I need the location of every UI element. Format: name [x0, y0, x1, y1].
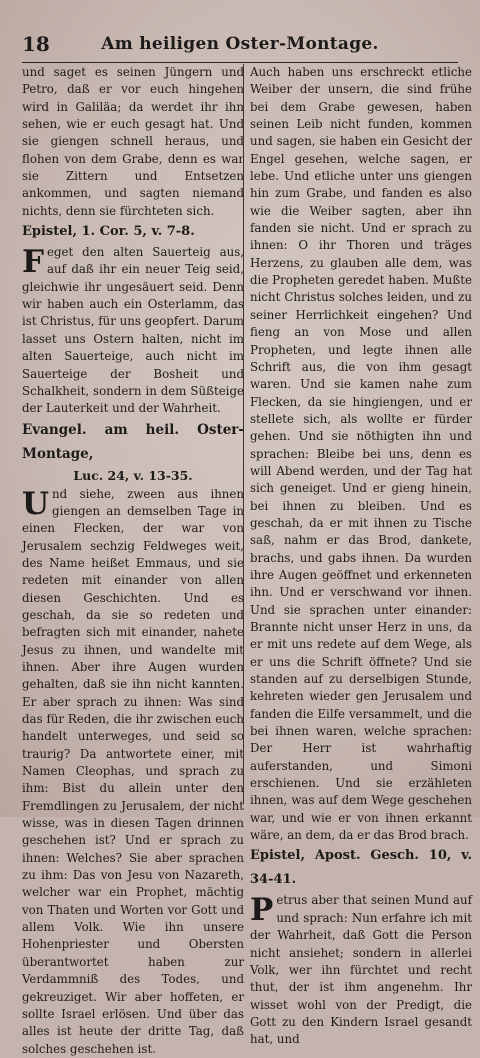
- page-number: 18: [22, 32, 50, 56]
- page-header: [22, 30, 458, 60]
- epistle-drop-cap: F: [22, 244, 45, 281]
- acts-drop-cap: P: [250, 892, 274, 929]
- gospel-ending-paragraph: und saget es seinen Jüngern und Petro, daß er vor euch hingehen wird in Galiläa; da werdet ihr ihn sehen, wie er euch gesagt hat. Und sie giengen schnell heraus, und flohen von dem Grabe, denn es war sie Zittern und Entsetzen ankommen, und sagten niemand nichts, denn sie fürchteten sich.: [22, 65, 244, 218]
- gospel-paragraph: [22, 486, 244, 1058]
- gospel-continuation: Auch haben uns erschreckt etliche Weiber der unsern, die sind frühe bei dem Grabe gewesen, haben seinen Leib nicht funden, kommen und sagen, sie haben ein Gesicht der Engel gesehen, welche sagen, er lebe. Und etliche unter uns giengen hin zum Grabe, und fanden es also wie die Weiber sagten, aber ihn fanden sie nicht. Und er sprach zu ihnen: O ihr Thoren und träges Herzens, zu glauben alle dem, was die Propheten geredet haben. Mußte nicht Christus solches leiden, und zu seiner Herrlichkeit eingehen? Und fieng an von Mose und allen Propheten, und legte ihnen alle Schrift aus, die von ihm gesagt waren. Und sie kamen nahe zum Flecken, da sie hingiengen, und er stellete sich, als wollte er fürder gehen. Und sie nöthigten ihn und sprachen: Bleibe bei uns, denn es will Abend werden, und der Tag hat sich geneiget. Und er gieng hinein, bei ihnen zu bleiben. Und es geschah, da er mit ihnen zu Tische saß, nahm er das Brod, dankete, brachs, und gabs ihnen. Da wurden ihre Augen geöffnet und erkenneten ihn. Und er verschwand vor ihnen. Und sie sprachen unter einander: Brannte nicht unser Herz in uns, da er mit uns redete auf dem Wege, als er uns die Schrift öffnete? Und sie standen auf zu derselbigen Stunde, kehreten wieder gen Jerusalem und fanden die Eilfe versammelt, und die bei ihnen waren, welche sprachen: Der Herr ist wahrhaftig auferstanden, und Simoni erschienen. Und sie erzähleten ihnen, was auf dem Wege geschehen war, und wie er von ihnen erkannt wäre, an dem, da er das Brod brach.: [250, 65, 472, 843]
- gospel-reference: Luc. 24, v. 13-35.: [73, 467, 193, 483]
- header-rule: [22, 62, 458, 63]
- gospel-text: nd siehe, zween aus ihnen giengen an demselben Tage in einen Flecken, der war von Jerusalem sechzig Feldweges weit, des Name heißet Emmaus, und sie redeten mit einander von allen diesen Geschichten. Und es geschah, da sie so redeten und befragten sich mit einander, nahete Jesus zu ihnen, und wandelte mit ihnen. Aber ihre Augen wurden gehalten, daß sie ihn nicht kannten. Er aber sprach zu ihnen: Was sind das für Reden, die ihr zwischen euch handelt unterweges, und seid so traurig? Da antwortete einer, mit Namen Cleophas, und sprach zu ihm: Bist du allein unter den Fremdlingen zu Jerusalem, der nicht wisse, was in diesen Tagen drinnen geschehen ist? Und er sprach zu ihnen: Welches? Sie aber sprachen zu ihm: Das von Jesu von Nazareth, welcher war ein Prophet, mächtig von Thaten und Worten vor Gott und allem Volk. Wie ihn unsere Hohenpriester und Obersten überantwortet haben zur Verdammniß des Todes, und gekreuziget. Wir aber hoffeten, er sollte Israel erlösen. Und über das alles ist heute der dritte Tag, daß solches geschehen ist.: [22, 486, 244, 1056]
- acts-epistle-text: etrus aber that seinen Mund auf und sprach: Nun erfahre ich mit der Wahrheit, daß Gott die Person nicht ansiehet; sondern in allerlei Volk, wer ihn fürchtet und recht thut, der ist ihm angenehm. Ihr wisset wohl von der Predigt, die Gott zu den Kindern Israel gesandt hat, und: [250, 893, 472, 1047]
- column-divider: [243, 64, 244, 804]
- left-column: [22, 64, 244, 1056]
- acts-epistle-paragraph: [250, 892, 472, 1048]
- acts-epistle-heading: Epistel, Apost. Gesch. 10, v. 34-41.: [250, 848, 472, 888]
- gospel-heading: Evangel. am heil. Oster-Montage,: [22, 421, 244, 462]
- epistle-text: eget den alten Sauerteig aus, auf daß ihr ein neuer Teig seid, gleichwie ihr ungesäuert seid. Denn wir haben auch ein Osterlamm, das ist Christus, für uns geopfert. Darum lasset uns Ostern halten, nicht im alten Sauerteige, auch nicht im Sauerteige der Bosheit und Schalkheit, sondern in dem Süßteige der Lauterkeit und der Wahrheit.: [22, 245, 244, 416]
- epistle-heading: Epistel, 1. Cor. 5, v. 7-8.: [22, 224, 195, 240]
- right-column: [250, 64, 472, 1047]
- page-title: Am heiligen Oster-Montage.: [101, 34, 379, 54]
- gospel-drop-cap: U: [22, 485, 50, 522]
- epistle-paragraph: [22, 244, 244, 417]
